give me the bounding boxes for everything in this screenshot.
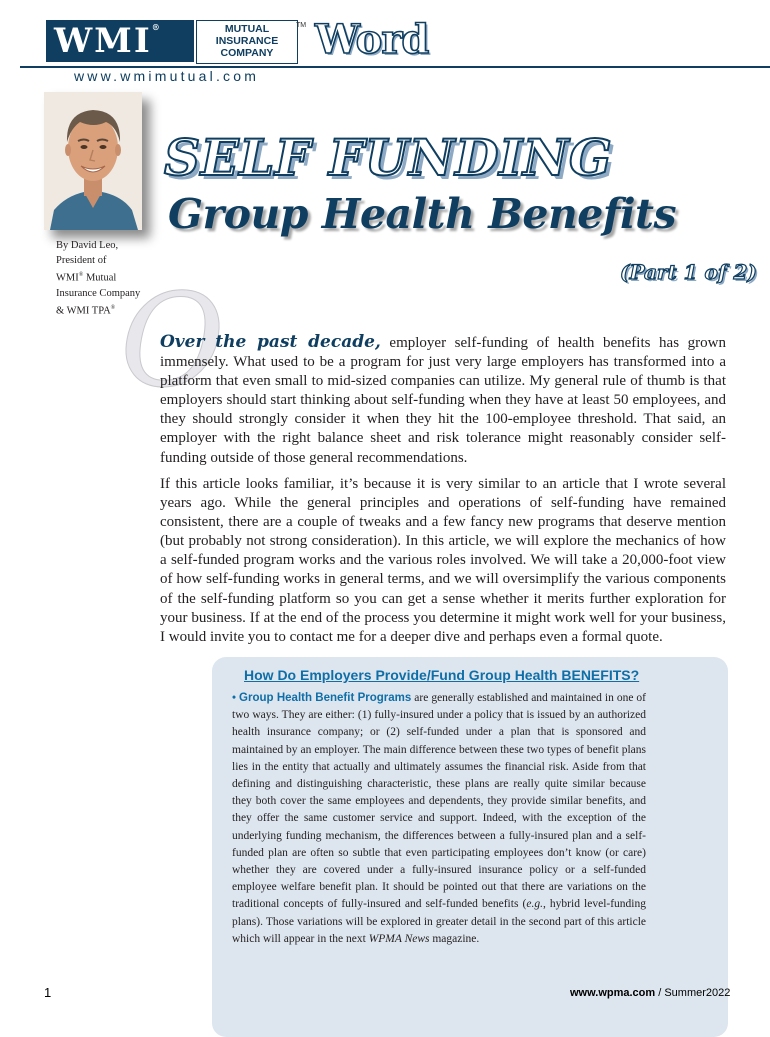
sidebar-text	[232, 690, 646, 948]
footer-site-issue	[570, 987, 730, 999]
author-portrait-illustration	[44, 92, 142, 230]
byline-line: President of	[56, 255, 107, 266]
byline-wmi: WMI	[56, 272, 79, 284]
headline-group-health-benefits: Group Health Benefits	[168, 190, 677, 238]
wmi-logo	[46, 20, 298, 62]
logo-wmi-block	[46, 20, 194, 62]
article-paragraph-1	[160, 333, 726, 468]
sidebar-text-c: magazine.	[429, 932, 480, 945]
headline-part-label: (Part 1 of 2)	[620, 260, 757, 284]
sidebar-bullet-label: Group Health Benefit Programs	[239, 692, 412, 704]
sidebar-title: How Do Employers Provide/Fund Group Health BENEFITS?	[244, 667, 640, 683]
article-paragraph-1-text: employer self-funding of health benefits has grown immensely. What used to be a program for just very large employers has transformed into a platform that even small to mid-sized companies can utilize. My general rule of thumb is that employers should start thinking about self-funding when they have at least 50 employees, and they should strongly consider it when they hit the 100-employee threshold. That said, an employer with the right balance sheet and risk tolerance might reasonably consider self-funding outside of those general recommendations.	[160, 335, 726, 466]
registered-mark: ®	[110, 304, 116, 311]
byline-line: Insurance Company	[56, 287, 141, 299]
logo-registered-mark: ®	[151, 22, 162, 32]
byline-tpa: & WMI TPA	[56, 305, 111, 316]
logo-line-insurance: INSURANCE	[215, 35, 279, 47]
registered-mark: ®	[78, 272, 84, 278]
word-logo: Word	[315, 16, 429, 63]
author-photo	[44, 92, 142, 230]
byline-mutual: Mutual	[83, 272, 117, 284]
website-url: www.wmimutual.com	[74, 68, 260, 84]
logo-line-mutual: MUTUAL	[224, 23, 270, 35]
page-number: 1	[44, 985, 52, 1000]
trademark-mark: TM	[296, 22, 307, 29]
byline-line: By David Leo,	[56, 240, 119, 251]
bullet-icon: •	[232, 692, 237, 704]
logo-wmi-text: WMI	[54, 21, 152, 61]
sidebar-eg: e.g.	[526, 898, 543, 911]
sidebar-magazine-name: WPMA News	[368, 932, 430, 945]
article-paragraph-2: If this article looks familiar, it’s because it is very similar to an article that I wrote several years ago. While the general principles and operations of self-funding have remained consistent, there are a couple of tweaks and a few fancy new programs that deserve mention (but probably not strong consideration). In this article, we will explore the mechanics of how a self-funded program works and the various roles involved. We will take a 20,000-foot view of how self-funding works in general terms, and we will oversimplify the various components of the self-funding platform so you can get a sense whether it merits further exploration for your business. If at the end of the process you determine it might work well for your business, I would invite you to contact me for a deeper dive and perhaps even a formal quote.	[160, 476, 726, 645]
footer-issue: / Summer2022	[655, 987, 731, 999]
headline-self-funding: SELF FUNDING	[164, 128, 613, 187]
drop-cap: O	[120, 267, 225, 416]
sidebar-text-a: are generally established and maintained in one of two ways. They are either: (1) fully-insured under a policy that is issued by an authorized health insurance company; or (2) self-funded under a plan that is sponsored and maintained by an employer. The main difference between these two types of benefit plans lies in the entity that actually and ultimately assumes the financial risk. Aside from that defining and distinguishing characteristic, these plans are really quite similar because they both cover the same employees and dependents, they provide similar benefits, and they offer the same customer service and support. Indeed, with the exception of the underlying funding mechanism, the differences between a fully-insured plan and a self-funded plan are often so subtle that even participating employees don’t know (or care) whether they are covered under a fully-insured insurance policy or a self-funded employee welfare benefit plan. It should be pointed out that there are variations on the traditional concepts of fully-insured and self-funded benefits (	[232, 692, 647, 911]
article-lead-in: Over the past decade,	[160, 332, 381, 352]
footer-site: www.wpma.com	[570, 987, 656, 999]
sidebar-text-b: , hybrid level-funding plans). Those variations will be explored in greater detail in the second part of this article which will appear in the next	[232, 898, 646, 945]
logo-line-company: COMPANY	[220, 47, 274, 59]
logo-mutual-insurance-company	[196, 20, 298, 64]
